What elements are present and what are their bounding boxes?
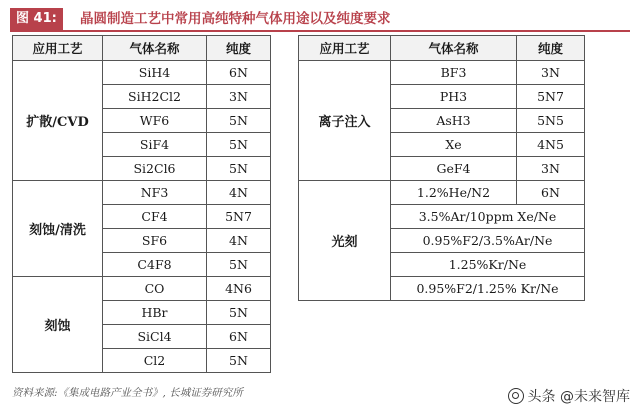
gas-cell: WF6 (103, 109, 207, 133)
purity-cell: 3N (517, 157, 585, 181)
purity-cell: 4N5 (517, 133, 585, 157)
col-header-purity: 纯度 (207, 36, 271, 61)
purity-cell: 5N7 (517, 85, 585, 109)
watermark (508, 386, 630, 406)
right-table-header-row (299, 36, 585, 61)
purity-cell: 6N (207, 325, 271, 349)
process-cell: 离子注入 (299, 61, 391, 181)
purity-cell: 5N5 (517, 109, 585, 133)
table-row (299, 61, 585, 85)
table-row (299, 181, 585, 205)
purity-cell: 4N (207, 229, 271, 253)
table-row (13, 61, 271, 85)
gas-cell: GeF4 (391, 157, 517, 181)
purity-cell: 3N (517, 61, 585, 85)
gas-cell: CO (103, 277, 207, 301)
purity-cell: 4N6 (207, 277, 271, 301)
purity-cell: 5N (207, 133, 271, 157)
table-row (13, 277, 271, 301)
purity-cell: 3N (207, 85, 271, 109)
purity-cell: 4N (207, 181, 271, 205)
col-header-process: 应用工艺 (13, 36, 103, 61)
col-header-purity: 纯度 (517, 36, 585, 61)
purity-cell: 5N (207, 109, 271, 133)
figure-title-bar (10, 8, 630, 32)
right-gas-table (298, 35, 585, 301)
gas-cell: 1.2%He/N2 (391, 181, 517, 205)
process-cell: 刻蚀/清洗 (13, 181, 103, 277)
gas-cell: HBr (103, 301, 207, 325)
purity-cell: 5N (207, 301, 271, 325)
purity-cell: 5N (207, 253, 271, 277)
watermark-text: 头条 @未来智库 (527, 389, 630, 405)
process-cell: 刻蚀 (13, 277, 103, 373)
process-cell: 扩散/CVD (13, 61, 103, 181)
purity-cell: 6N (207, 61, 271, 85)
gas-cell: AsH3 (391, 109, 517, 133)
gas-cell: Cl2 (103, 349, 207, 373)
gas-mixture-cell: 0.95%F2/3.5%Ar/Ne (391, 229, 585, 253)
source-note: 资料来源:《集成电路产业全书》, 长城证券研究所 (12, 387, 243, 399)
figure-label: 图 41: (10, 8, 63, 30)
col-header-gas: 气体名称 (391, 36, 517, 61)
gas-cell: BF3 (391, 61, 517, 85)
gas-mixture-cell: 0.95%F2/1.25% Kr/Ne (391, 277, 585, 301)
purity-cell: 5N (207, 157, 271, 181)
gas-cell: Si2Cl6 (103, 157, 207, 181)
gas-mixture-cell: 3.5%Ar/10ppm Xe/Ne (391, 205, 585, 229)
gas-cell: SiF4 (103, 133, 207, 157)
gas-cell: C4F8 (103, 253, 207, 277)
left-table-header-row (13, 36, 271, 61)
gas-cell: SF6 (103, 229, 207, 253)
col-header-process: 应用工艺 (299, 36, 391, 61)
gas-cell: CF4 (103, 205, 207, 229)
purity-cell: 6N (517, 181, 585, 205)
gas-cell: Xe (391, 133, 517, 157)
table-row (13, 181, 271, 205)
process-cell: 光刻 (299, 181, 391, 301)
gas-cell: PH3 (391, 85, 517, 109)
purity-cell: 5N (207, 349, 271, 373)
figure-title: 晶圆制造工艺中常用高纯特种气体用途以及纯度要求 (80, 11, 391, 27)
purity-cell: 5N7 (207, 205, 271, 229)
gas-cell: NF3 (103, 181, 207, 205)
gas-cell: SiH2Cl2 (103, 85, 207, 109)
gas-cell: SiCl4 (103, 325, 207, 349)
left-gas-table (12, 35, 271, 373)
gas-cell: SiH4 (103, 61, 207, 85)
camera-icon (508, 388, 524, 404)
gas-mixture-cell: 1.25%Kr/Ne (391, 253, 585, 277)
col-header-gas: 气体名称 (103, 36, 207, 61)
